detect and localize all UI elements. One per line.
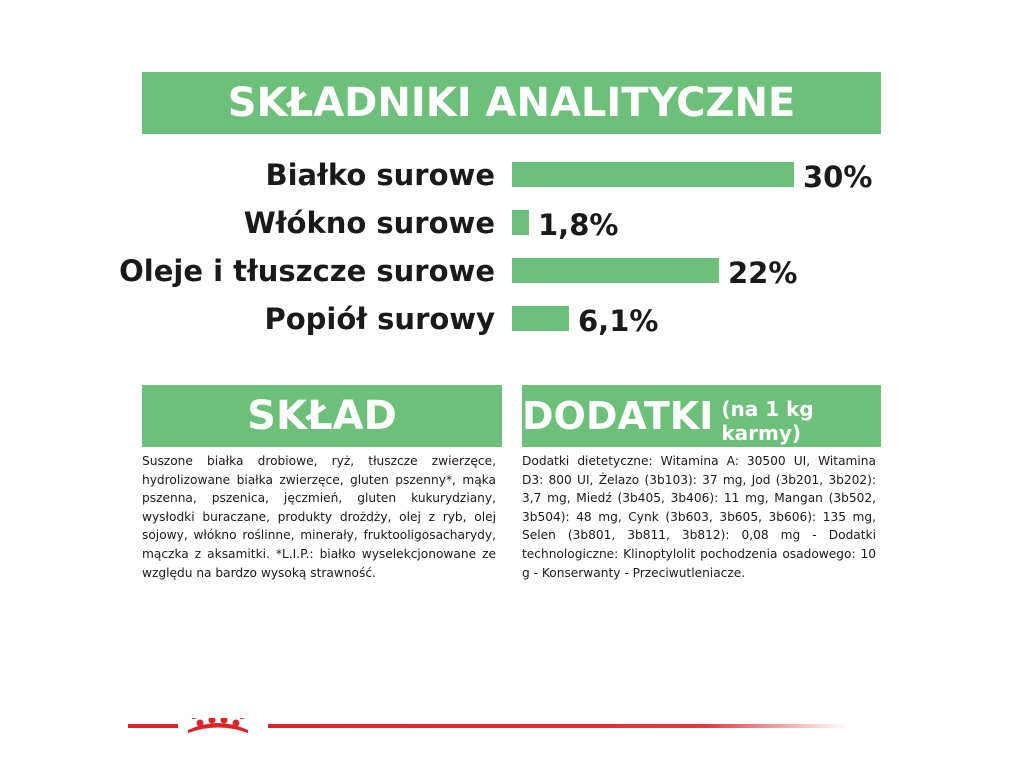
analytical-row-label: Popiół surowy — [264, 302, 495, 336]
sklad-title: SKŁAD — [247, 393, 397, 439]
analytical-row-bar — [512, 162, 794, 187]
analytical-row-label: Białko surowe — [265, 158, 495, 192]
analytical-row-bar — [512, 258, 719, 283]
analytical-row-label: Oleje i tłuszcze surowe — [119, 254, 495, 288]
dodatki-title: DODATKI — [522, 394, 714, 438]
analytical-row-value: 1,8% — [538, 208, 619, 242]
sklad-text: Suszone białka drobiowe, ryż, tłuszcze zwierzęce, hydrolizowane białka zwierzęce, gluten pszenny*, mąka pszenna, pszenica, jęczmień, gluten kukurydziany, wysłodki buraczane, produkty drożdży, olej z ryb, olej sojowy, włókno roślinne, minerały, fruktooligosacharydy, mączka z aksamitki. *L.I.P.: białko wyselekcjonowane ze względu na bardzo wysoką strawność. — [142, 454, 496, 580]
analytical-title-banner — [142, 72, 881, 134]
dodatki-text: Dodatki dietetyczne: Witamina A: 30500 UI, Witamina D3: 800 UI, Żelazo (3b103): 37 mg, Jod (3b201, 3b202): 3,7 mg, Miedź (3b405, 3b406): 11 mg, Mangan (3b502, 3b504): 48 mg, Cynk (3b603, 3b605, 3b606): 135 mg, Selen (3b801, 3b811, 3b812): 0,08 mg - Dodatki technologiczne: Klinoptylolit pochodzenia osadowego: 10 g - Konserwanty - Przeciwutleniacze. — [522, 454, 876, 580]
analytical-title: SKŁADNIKI ANALITYCZNE — [227, 80, 796, 126]
footer-line-right — [268, 724, 848, 728]
analytical-row-label: Włókno surowe — [243, 206, 495, 240]
royal-canin-crown-icon — [188, 718, 248, 733]
brand-footer-bar — [128, 718, 848, 734]
dodatki-title-banner — [522, 385, 881, 447]
analytical-row-bar — [512, 306, 569, 331]
analytical-row-value: 30% — [803, 160, 873, 194]
dodatki-subtitle: (na 1 kg karmy) — [721, 397, 814, 445]
analytical-row-value: 22% — [728, 256, 798, 290]
sklad-title-banner — [142, 385, 502, 447]
analytical-row-bar — [512, 210, 529, 235]
analytical-row-value: 6,1% — [578, 304, 659, 338]
footer-line-left — [128, 724, 178, 728]
